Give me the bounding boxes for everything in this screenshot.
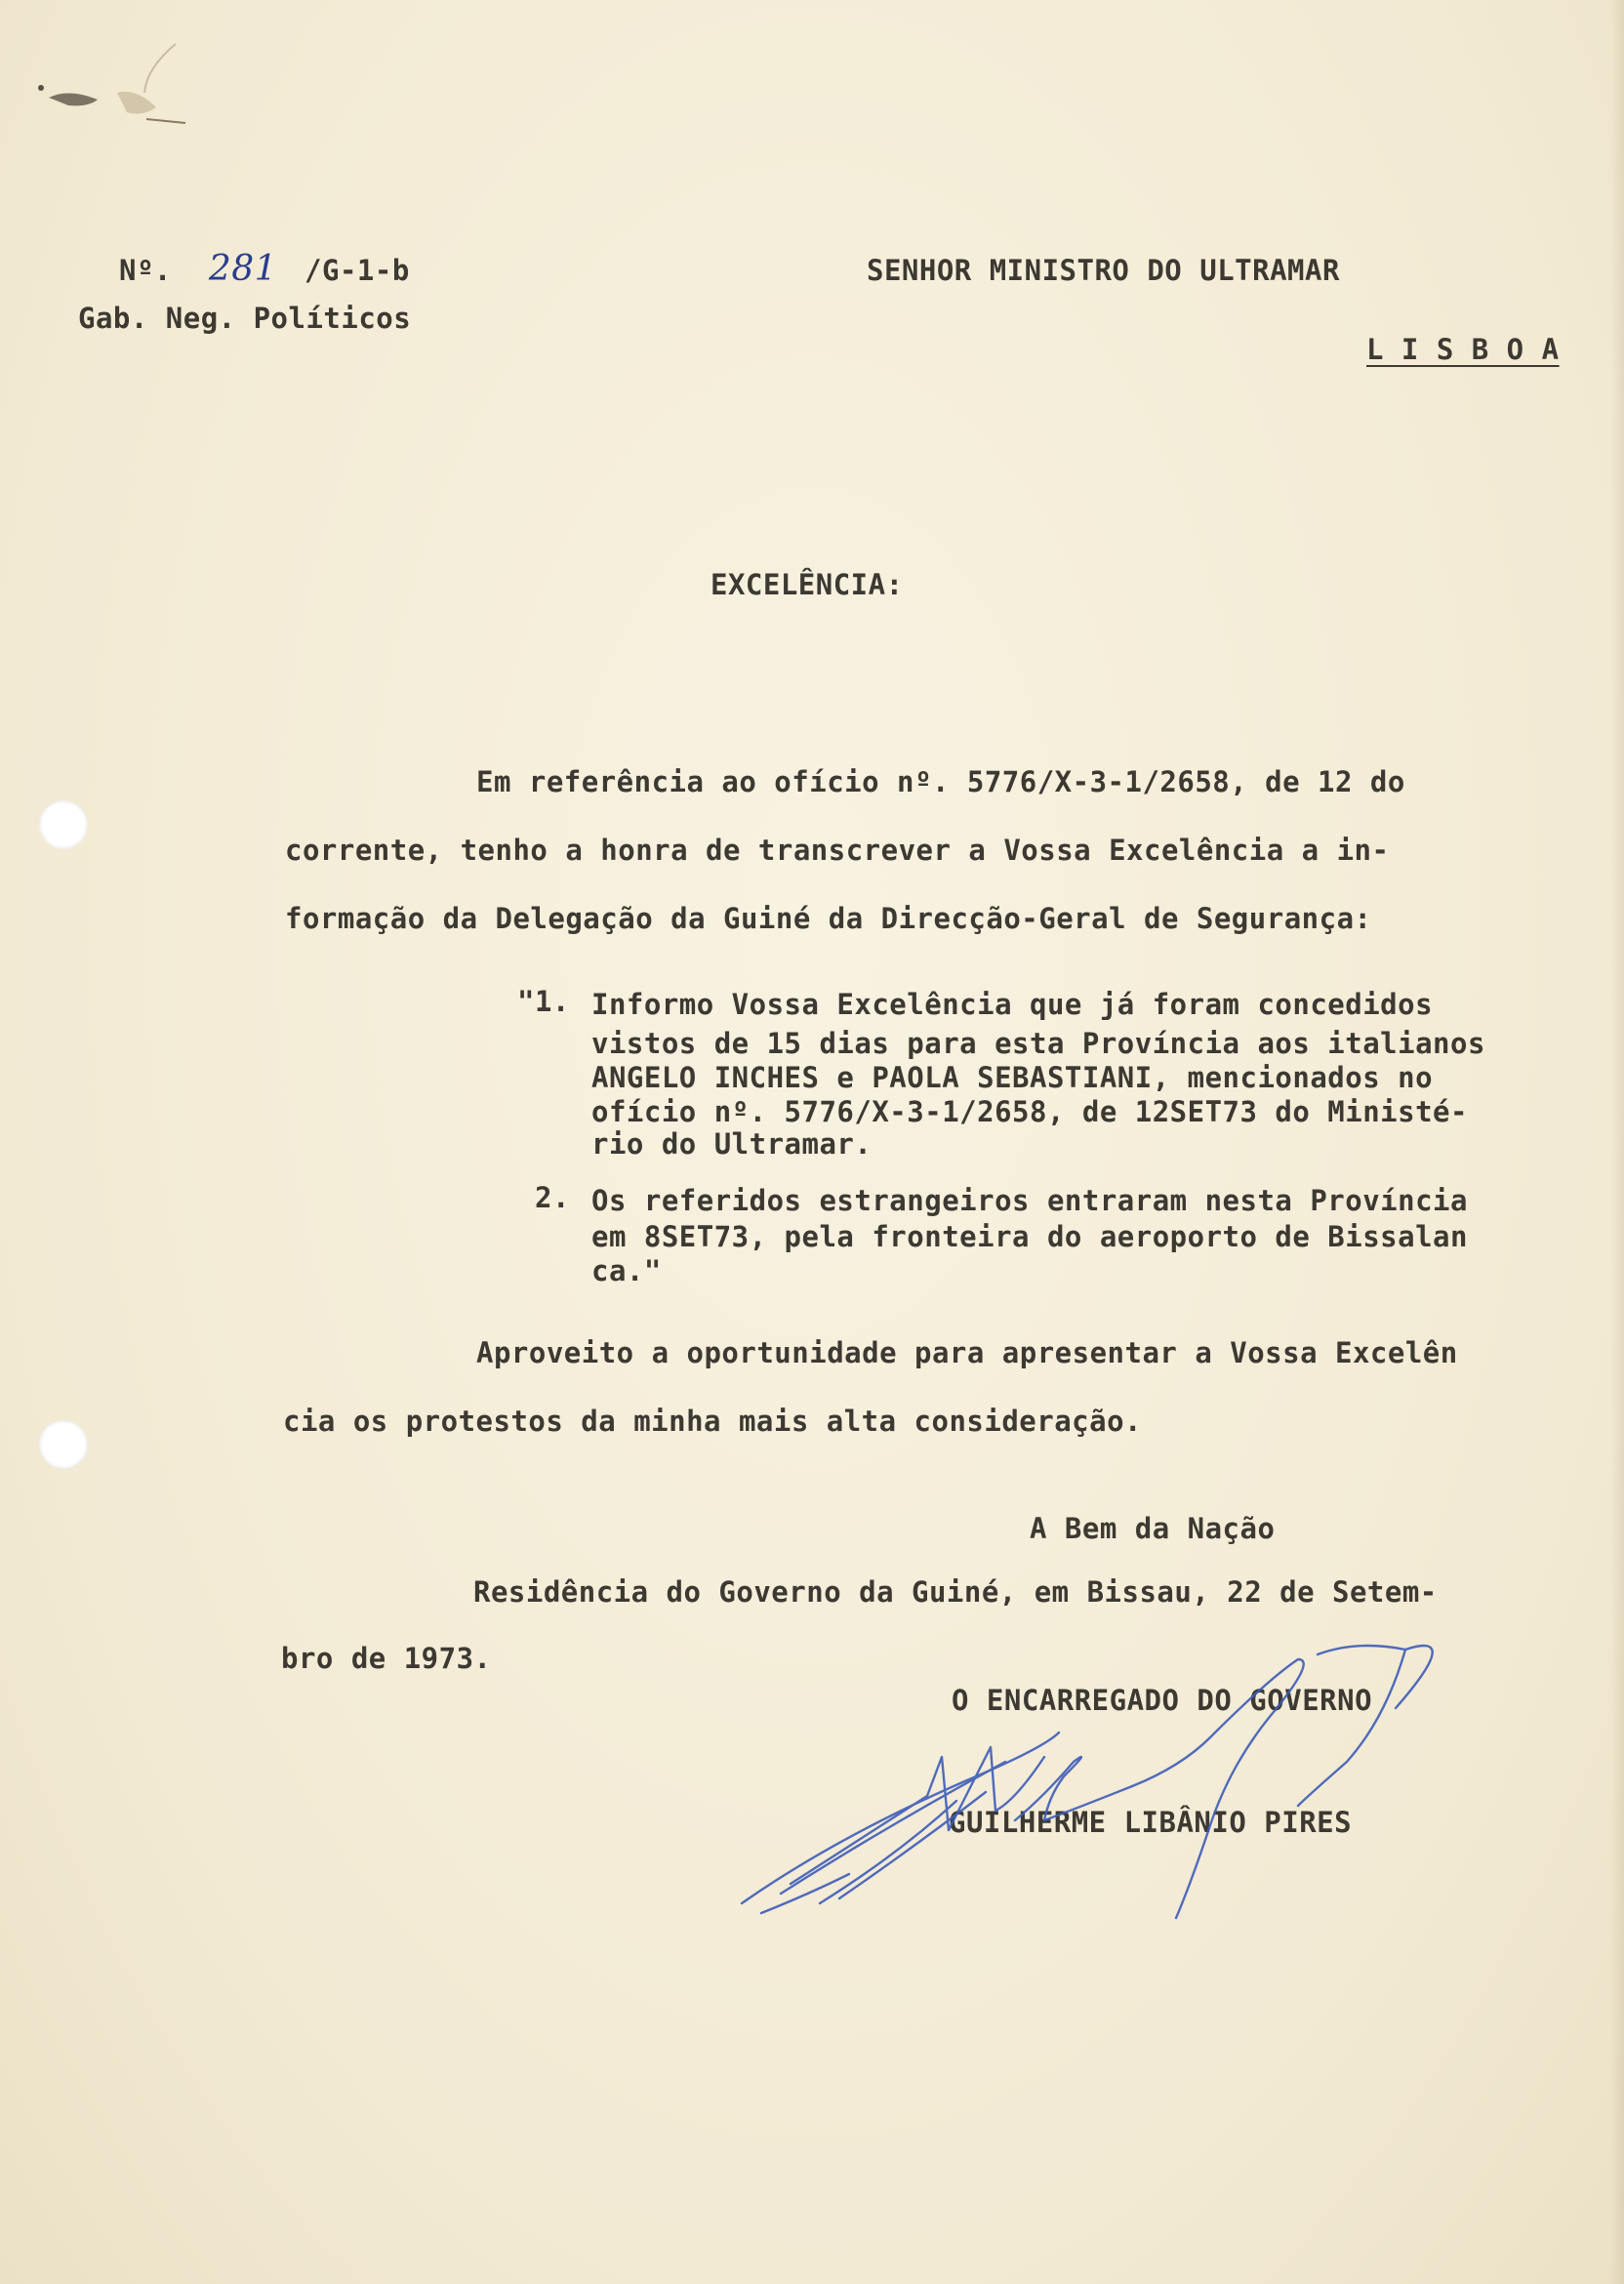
quote-item-1-line-2: vistos de 15 dias para esta Província aos italianos [591,1027,1485,1060]
corner-smudge-mark [29,39,205,146]
quote-item-2-line-3: ca." [591,1254,662,1287]
reference-number-handwritten: 281 [208,249,278,289]
paper-edge-shadow [1610,0,1624,2284]
signatory-name: GUILHERME LIBÂNIO PIRES [949,1806,1353,1839]
quote-item-1-line-1: Informo Vossa Excelência que já foram concedidos [591,988,1434,1021]
punch-hole-bottom [39,1420,88,1469]
closing-line-2: cia os protestos da minha mais alta consideração. [283,1405,1143,1438]
signatory-title: O ENCARREGADO DO GOVERNO [952,1684,1373,1717]
quote-item-2-number: 2. [535,1181,570,1214]
quote-item-2-line-1: Os referidos estrangeiros entraram nesta Província [591,1184,1468,1217]
reference-suffix: /G-1-b [304,254,410,287]
intro-line-2: corrente, tenho a honra de transcrever a Vossa Excelência a in- [285,834,1390,867]
quote-item-2-line-2: em 8SET73, pela fronteira do aeroporto de Bissalan [591,1220,1468,1253]
place-date-line-2: bro de 1973. [281,1642,492,1675]
addressee-city: L I S B O A [1366,333,1560,366]
addressee: SENHOR MINISTRO DO ULTRAMAR [867,254,1340,287]
motto: A Bem da Nação [1030,1512,1276,1545]
quote-item-1-line-4: ofício nº. 5776/X-3-1/2658, de 12SET73 do Ministé- [591,1095,1468,1128]
intro-line-1: Em referência ao ofício nº. 5776/X-3-1/2658, de 12 do [476,765,1405,798]
place-date-line-1: Residência do Governo da Guiné, em Bissau, 22 de Setem- [473,1575,1438,1609]
closing-line-1: Aproveito a oportunidade para apresentar a Vossa Excelên [476,1336,1458,1369]
intro-line-3: formação da Delegação da Guiné da Direcção-Geral de Segurança: [285,902,1372,935]
reference-prefix: Nº. [119,254,172,287]
quote-item-1-number: "1. [517,985,570,1018]
quote-item-1-line-3: ANGELO INCHES e PAOLA SEBASTIANI, mencionados no [591,1061,1434,1094]
punch-hole-top [39,800,88,849]
handwritten-signature [722,1601,1464,1972]
office-name: Gab. Neg. Políticos [78,302,412,335]
salutation: EXCELÊNCIA: [710,568,904,601]
quote-item-1-line-5: rio do Ultramar. [591,1127,873,1161]
reference-number-line [119,249,410,289]
